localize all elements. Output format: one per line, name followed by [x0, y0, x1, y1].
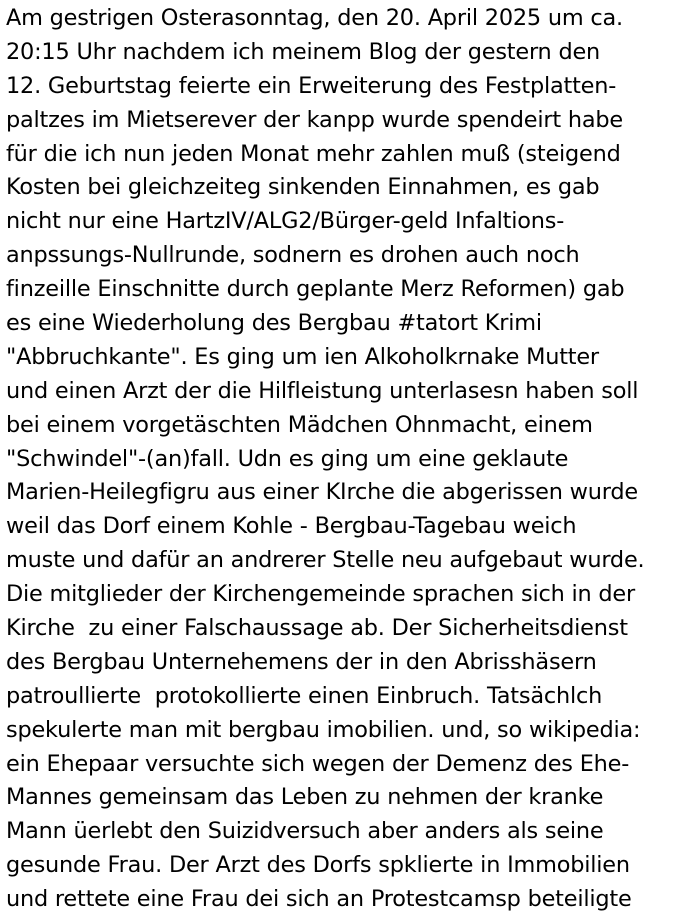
text-line: muste und dafür an andrerer Stelle neu aufgebaut wurde. — [6, 547, 645, 574]
text-line: 20:15 Uhr nachdem ich meinem Blog der gestern den — [6, 38, 601, 65]
text-line: bei einem vorgetäschten Mädchen Ohnmacht, einem — [6, 411, 593, 438]
text-line: ein Ehepaar versuchte sich wegen der Demenz des Ehe- — [6, 750, 630, 777]
text-line: weil das Dorf einem Kohle - Bergbau-Tagebau weich — [6, 513, 577, 540]
text-line: Kirche zu einer Falschaussage ab. Der Sicherheitsdienst — [6, 615, 628, 642]
text-line: spekulerte man mit bergbau imobilien. und, so wikipedia: — [6, 716, 641, 743]
text-line: es eine Wiederholung des Bergbau #tatort Krimi — [6, 310, 542, 337]
text-line: Marien-Heilegfigru aus einer KIrche die abgerissen wurde — [6, 479, 638, 506]
text-line: Mann üerlebt den Suizidversuch aber anders als seine — [6, 818, 604, 845]
text-line: anpssungs-Nullrunde, sodnern es drohen auch noch — [6, 242, 580, 269]
text-line: und einen Arzt der die Hilfleistung unterlasesn haben soll — [6, 377, 639, 404]
text-line: Kosten bei gleichzeiteg sinkenden Einnahmen, es gab — [6, 174, 600, 201]
text-line: 12. Geburtstag feierte ein Erweiterung des Festplatten- — [6, 72, 617, 99]
text-line: und rettete eine Frau dei sich an Protestcamsp beteiligte — [6, 886, 632, 913]
text-line: nicht nur eine HartzIV/ALG2/Bürger-geld Infaltions- — [6, 208, 565, 235]
text-line: finzeille Einschnitte durch geplante Merz Reformen) gab — [6, 276, 625, 303]
text-line: des Bergbau Unternehemens der in den Abrisshäsern — [6, 648, 597, 675]
document-text — [6, 2, 684, 917]
text-line: "Abbruchkante". Es ging um ien Alkoholkrnake Mutter — [6, 343, 599, 370]
text-line: Mannes gemeinsam das Leben zu nehmen der kranke — [6, 784, 604, 811]
text-line: Am gestrigen Osterasonntag, den 20. April 2025 um ca. — [6, 5, 623, 31]
text-line: paltzes im Mietserever der kanpp wurde spendeirt habe — [6, 106, 623, 133]
text-line: gesunde Frau. Der Arzt des Dorfs spklierte in Immobilien — [6, 852, 630, 879]
text-line: Die mitglieder der Kirchengemeinde sprachen sich in der — [6, 581, 636, 608]
text-line: patroullierte protokollierte einen Einbruch. Tatsächlch — [6, 682, 603, 709]
text-line: "Schwindel"-(an)fall. Udn es ging um eine geklaute — [6, 445, 569, 472]
text-line: für die ich nun jeden Monat mehr zahlen muß (steigend — [6, 140, 621, 167]
